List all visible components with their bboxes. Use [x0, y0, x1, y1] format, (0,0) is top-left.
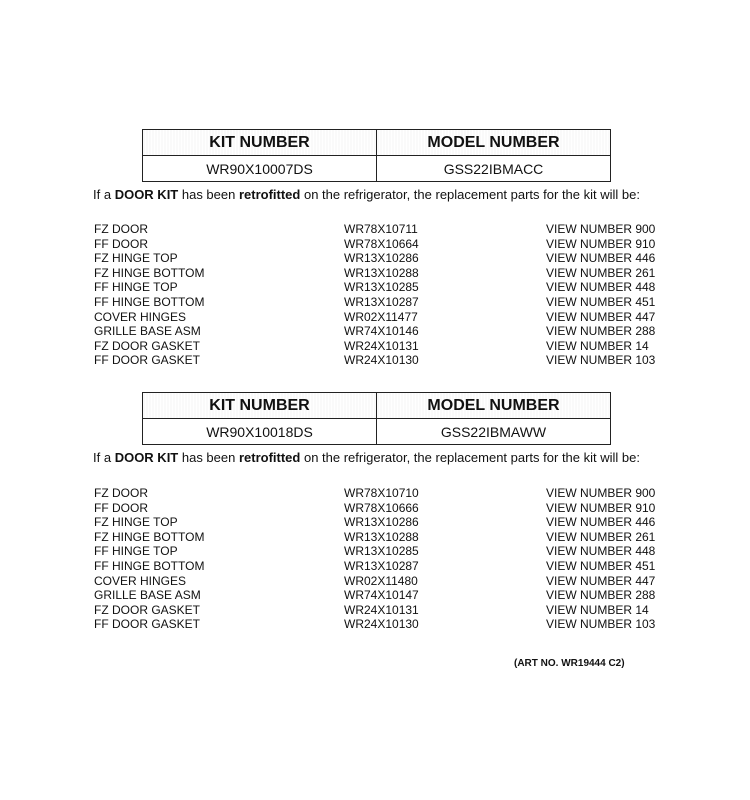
kit-table [142, 129, 611, 182]
intro-bold-text: retrofitted [238, 450, 301, 465]
part-name: FF HINGE TOP [94, 544, 178, 559]
view-number: VIEW NUMBER 910 [546, 236, 656, 251]
part-row [94, 544, 674, 559]
view-number: VIEW NUMBER 447 [546, 309, 656, 324]
part-number: WR13X10287 [344, 294, 419, 309]
parts-list [94, 486, 674, 632]
part-row [94, 515, 674, 530]
part-number: WR78X10666 [344, 500, 419, 515]
part-number: WR13X10285 [344, 544, 419, 559]
part-name: GRILLE BASE ASM [94, 324, 201, 339]
part-number: WR74X10147 [344, 588, 419, 603]
part-name: FZ HINGE BOTTOM [94, 265, 205, 280]
part-number: WR78X10710 [344, 486, 419, 500]
kit-table [142, 392, 611, 445]
part-number: WR78X10711 [344, 222, 418, 236]
part-name: FZ DOOR GASKET [94, 602, 201, 617]
part-number: WR02X11480 [344, 573, 418, 588]
view-number: VIEW NUMBER 261 [546, 265, 656, 280]
view-number: VIEW NUMBER 900 [546, 222, 656, 236]
parts-list [94, 222, 674, 368]
model-number-value: GSS22IBMACC [377, 156, 611, 182]
retrofit-intro [93, 450, 693, 465]
art-number: (ART NO. WR19444 C2) [514, 658, 625, 669]
intro-text: on the refrigerator, the replacement parts for the kit will be: [300, 450, 640, 465]
part-name: FF DOOR GASKET [94, 617, 201, 632]
part-name: FF HINGE BOTTOM [94, 558, 205, 573]
retrofit-intro [93, 187, 693, 202]
view-number: VIEW NUMBER 900 [546, 486, 656, 500]
part-number: WR13X10288 [344, 265, 419, 280]
part-row [94, 339, 674, 354]
part-name: FF DOOR GASKET [94, 353, 201, 368]
view-number: VIEW NUMBER 103 [546, 617, 656, 632]
view-number: VIEW NUMBER 288 [546, 324, 656, 339]
part-name: FF DOOR [94, 500, 148, 515]
part-row [94, 237, 674, 252]
intro-bold-text: retrofitted [238, 187, 301, 202]
part-row [94, 603, 674, 618]
view-number: VIEW NUMBER 288 [546, 588, 656, 603]
kit-number-header: KIT NUMBER [143, 393, 377, 419]
part-name: COVER HINGES [94, 309, 187, 324]
intro-text: If a [93, 187, 115, 202]
view-number: VIEW NUMBER 446 [546, 251, 656, 266]
view-number: VIEW NUMBER 14 [546, 602, 649, 617]
kit-number-header: KIT NUMBER [143, 130, 377, 156]
part-row [94, 251, 674, 266]
part-row [94, 310, 674, 325]
part-row [94, 501, 674, 516]
part-number: WR74X10146 [344, 324, 419, 339]
part-row [94, 266, 674, 281]
kit-number-value: WR90X10007DS [143, 156, 377, 182]
part-row [94, 559, 674, 574]
view-number: VIEW NUMBER 451 [546, 558, 656, 573]
view-number: VIEW NUMBER 103 [546, 353, 656, 368]
view-number: VIEW NUMBER 448 [546, 544, 656, 559]
view-number: VIEW NUMBER 14 [546, 338, 649, 353]
part-number: WR13X10286 [344, 515, 419, 530]
view-number: VIEW NUMBER 261 [546, 529, 656, 544]
part-row [94, 574, 674, 589]
part-number: WR13X10286 [344, 251, 419, 266]
part-number: WR24X10131 [344, 602, 419, 617]
part-row [94, 617, 674, 632]
part-row [94, 324, 674, 339]
part-name: COVER HINGES [94, 573, 187, 588]
part-number: WR24X10131 [344, 338, 419, 353]
part-row [94, 486, 674, 501]
part-name: FF HINGE BOTTOM [94, 294, 205, 309]
part-name: FZ HINGE TOP [94, 251, 178, 266]
part-number: WR24X10130 [344, 617, 419, 632]
part-name: FF DOOR [94, 236, 148, 251]
intro-text: on the refrigerator, the replacement parts for the kit will be: [300, 187, 640, 202]
view-number: VIEW NUMBER 447 [546, 573, 656, 588]
part-number: WR24X10130 [344, 353, 419, 368]
intro-text: has been [178, 450, 239, 465]
part-name: FZ DOOR [94, 222, 148, 236]
part-row [94, 588, 674, 603]
part-number: WR13X10288 [344, 529, 419, 544]
model-number-header: MODEL NUMBER [377, 393, 611, 419]
part-name: FZ HINGE BOTTOM [94, 529, 205, 544]
part-row [94, 353, 674, 368]
model-number-value: GSS22IBMAWW [377, 419, 611, 445]
part-row [94, 222, 674, 237]
part-number: WR13X10287 [344, 558, 419, 573]
part-number: WR13X10285 [344, 280, 419, 295]
part-name: FZ DOOR [94, 486, 148, 500]
part-row [94, 530, 674, 545]
part-number: WR02X11477 [344, 309, 418, 324]
view-number: VIEW NUMBER 446 [546, 515, 656, 530]
part-row [94, 295, 674, 310]
part-name: FF HINGE TOP [94, 280, 178, 295]
part-name: FZ DOOR GASKET [94, 338, 201, 353]
intro-text: If a [93, 450, 115, 465]
intro-text: has been [178, 187, 239, 202]
part-name: GRILLE BASE ASM [94, 588, 201, 603]
part-row [94, 280, 674, 295]
view-number: VIEW NUMBER 910 [546, 500, 656, 515]
part-number: WR78X10664 [344, 236, 419, 251]
kit-number-value: WR90X10018DS [143, 419, 377, 445]
intro-bold-text: DOOR KIT [114, 450, 179, 465]
view-number: VIEW NUMBER 448 [546, 280, 656, 295]
view-number: VIEW NUMBER 451 [546, 294, 656, 309]
intro-bold-text: DOOR KIT [114, 187, 179, 202]
part-name: FZ HINGE TOP [94, 515, 178, 530]
model-number-header: MODEL NUMBER [377, 130, 611, 156]
